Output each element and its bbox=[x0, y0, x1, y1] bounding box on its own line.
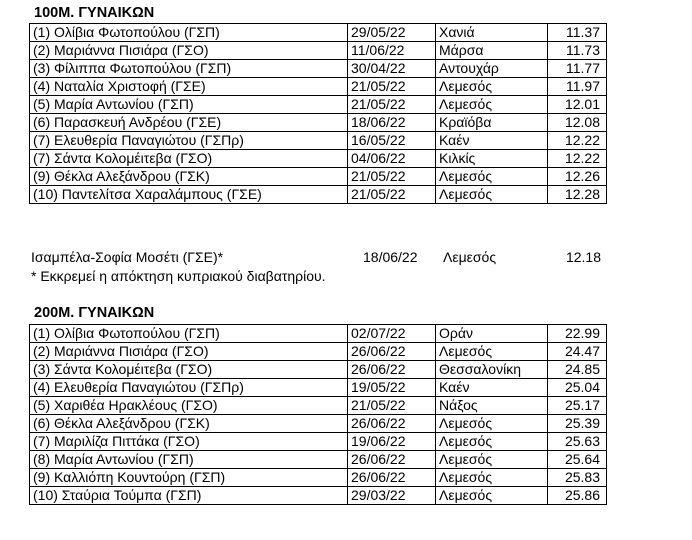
time-cell: 24.85 bbox=[548, 361, 607, 379]
place-cell: Καέν bbox=[436, 379, 548, 397]
athlete-name-cell: (2) Μαριάννα Πισιάρα (ΓΣΟ) bbox=[30, 42, 348, 60]
section-title-200m: 200Μ. ΓΥΝΑΙΚΩΝ bbox=[34, 305, 155, 321]
athlete-name-cell: (10) Παντελίτσα Χαραλάμπους (ΓΣΕ) bbox=[30, 186, 348, 204]
table-row bbox=[30, 132, 607, 150]
date-cell: 19/05/22 bbox=[348, 379, 436, 397]
athlete-name-cell: (3) Σάντα Κολομέιτεβα (ΓΣΟ) bbox=[30, 361, 348, 379]
date-cell: 16/05/22 bbox=[348, 132, 436, 150]
athlete-name-cell: (4) Ελευθερία Παναγιώτου (ΓΣΠρ) bbox=[30, 379, 348, 397]
date-cell: 11/06/22 bbox=[348, 42, 436, 60]
place-cell: Μάρσα bbox=[436, 42, 548, 60]
extra-place: Λεμεσός bbox=[443, 249, 497, 265]
time-cell: 25.63 bbox=[548, 433, 607, 451]
date-cell: 02/07/22 bbox=[348, 325, 436, 343]
athlete-name-cell: (6) Παρασκευή Ανδρέου (ΓΣΕ) bbox=[30, 114, 348, 132]
athlete-name-cell: (7) Ελευθερία Παναγιώτου (ΓΣΠρ) bbox=[30, 132, 348, 150]
time-cell: 25.04 bbox=[548, 379, 607, 397]
extra-athlete-name: Ισαμπέλα-Σοφία Μοσέτι (ΓΣΕ)* bbox=[31, 249, 224, 265]
time-cell: 12.28 bbox=[548, 186, 607, 204]
athlete-name-cell: (2) Μαριάννα Πισιάρα (ΓΣΟ) bbox=[30, 343, 348, 361]
table-row bbox=[30, 487, 607, 505]
table-row bbox=[30, 24, 607, 42]
time-cell: 12.01 bbox=[548, 96, 607, 114]
results-table-200m bbox=[29, 324, 607, 505]
table-row bbox=[30, 114, 607, 132]
place-cell: Κραϊόβα bbox=[436, 114, 548, 132]
athlete-name-cell: (8) Μαρία Αντωνίου (ΓΣΠ) bbox=[30, 451, 348, 469]
date-cell: 26/06/22 bbox=[348, 415, 436, 433]
time-cell: 11.97 bbox=[548, 78, 607, 96]
time-cell: 12.08 bbox=[548, 114, 607, 132]
date-cell: 21/05/22 bbox=[348, 397, 436, 415]
time-cell: 25.64 bbox=[548, 451, 607, 469]
date-cell: 21/05/22 bbox=[348, 168, 436, 186]
table-row bbox=[30, 433, 607, 451]
date-cell: 19/06/22 bbox=[348, 433, 436, 451]
date-cell: 26/06/22 bbox=[348, 451, 436, 469]
time-cell: 12.26 bbox=[548, 168, 607, 186]
time-cell: 25.17 bbox=[548, 397, 607, 415]
table-row bbox=[30, 469, 607, 487]
results-table-100m bbox=[29, 23, 607, 204]
athlete-name-cell: (7) Μαριλίζα Πιττάκα (ΓΣΟ) bbox=[30, 433, 348, 451]
table-row bbox=[30, 379, 607, 397]
time-cell: 24.47 bbox=[548, 343, 607, 361]
place-cell: Λεμεσός bbox=[436, 78, 548, 96]
time-cell: 25.86 bbox=[548, 487, 607, 505]
table-row bbox=[30, 42, 607, 60]
table-row bbox=[30, 60, 607, 78]
place-cell: Λεμεσός bbox=[436, 469, 548, 487]
table-row bbox=[30, 343, 607, 361]
athlete-name-cell: (9) Καλλιόπη Κουντούρη (ΓΣΠ) bbox=[30, 469, 348, 487]
date-cell: 30/04/22 bbox=[348, 60, 436, 78]
athlete-name-cell: (5) Χαριθέα Ηρακλέους (ΓΣΟ) bbox=[30, 397, 348, 415]
extra-date: 18/06/22 bbox=[363, 249, 418, 265]
athlete-name-cell: (6) Θέκλα Αλεξάνδρου (ΓΣΚ) bbox=[30, 415, 348, 433]
athlete-name-cell: (10) Σταύρια Τούμπα (ΓΣΠ) bbox=[30, 487, 348, 505]
place-cell: Λεμεσός bbox=[436, 168, 548, 186]
time-cell: 25.39 bbox=[548, 415, 607, 433]
time-cell: 12.22 bbox=[548, 132, 607, 150]
athlete-name-cell: (9) Θέκλα Αλεξάνδρου (ΓΣΚ) bbox=[30, 168, 348, 186]
place-cell: Κιλκίς bbox=[436, 150, 548, 168]
time-cell: 12.22 bbox=[548, 150, 607, 168]
extra-time: 12.18 bbox=[565, 249, 601, 265]
athlete-name-cell: (3) Φίλιππα Φωτοπούλου (ΓΣΠ) bbox=[30, 60, 348, 78]
athlete-name-cell: (1) Ολίβια Φωτοπούλου (ΓΣΠ) bbox=[30, 24, 348, 42]
place-cell: Οράν bbox=[436, 325, 548, 343]
table-row bbox=[30, 168, 607, 186]
place-cell: Λεμεσός bbox=[436, 186, 548, 204]
date-cell: 26/06/22 bbox=[348, 361, 436, 379]
place-cell: Αντουχάρ bbox=[436, 60, 548, 78]
table-row bbox=[30, 451, 607, 469]
table-row bbox=[30, 78, 607, 96]
place-cell: Λεμεσός bbox=[436, 433, 548, 451]
place-cell: Λεμεσός bbox=[436, 415, 548, 433]
table-row bbox=[30, 325, 607, 343]
extra-result-row bbox=[31, 249, 606, 267]
time-cell: 11.73 bbox=[548, 42, 607, 60]
table-row bbox=[30, 361, 607, 379]
date-cell: 26/06/22 bbox=[348, 343, 436, 361]
time-cell: 25.83 bbox=[548, 469, 607, 487]
table-row bbox=[30, 96, 607, 114]
date-cell: 18/06/22 bbox=[348, 114, 436, 132]
time-cell: 11.37 bbox=[548, 24, 607, 42]
place-cell: Λεμεσός bbox=[436, 343, 548, 361]
section-title-100m: 100Μ. ΓΥΝΑΙΚΩΝ bbox=[34, 5, 155, 21]
place-cell: Νάξος bbox=[436, 397, 548, 415]
athlete-name-cell: (5) Μαρία Αντωνίου (ΓΣΠ) bbox=[30, 96, 348, 114]
date-cell: 21/05/22 bbox=[348, 186, 436, 204]
athlete-name-cell: (7) Σάντα Κολομέιτεβα (ΓΣΟ) bbox=[30, 150, 348, 168]
table-row bbox=[30, 186, 607, 204]
place-cell: Χανιά bbox=[436, 24, 548, 42]
footnote: * Εκκρεμεί η απόκτηση κυπριακού διαβατηρίου. bbox=[31, 268, 326, 284]
date-cell: 26/06/22 bbox=[348, 469, 436, 487]
place-cell: Λεμεσός bbox=[436, 487, 548, 505]
place-cell: Καέν bbox=[436, 132, 548, 150]
athlete-name-cell: (1) Ολίβια Φωτοπούλου (ΓΣΠ) bbox=[30, 325, 348, 343]
place-cell: Λεμεσός bbox=[436, 96, 548, 114]
date-cell: 29/03/22 bbox=[348, 487, 436, 505]
date-cell: 04/06/22 bbox=[348, 150, 436, 168]
table-row bbox=[30, 415, 607, 433]
time-cell: 11.77 bbox=[548, 60, 607, 78]
place-cell: Λεμεσός bbox=[436, 451, 548, 469]
table-row bbox=[30, 397, 607, 415]
place-cell: Θεσσαλονίκη bbox=[436, 361, 548, 379]
table-row bbox=[30, 150, 607, 168]
time-cell: 22.99 bbox=[548, 325, 607, 343]
athlete-name-cell: (4) Ναταλία Χριστοφή (ΓΣΕ) bbox=[30, 78, 348, 96]
date-cell: 21/05/22 bbox=[348, 96, 436, 114]
date-cell: 29/05/22 bbox=[348, 24, 436, 42]
date-cell: 21/05/22 bbox=[348, 78, 436, 96]
